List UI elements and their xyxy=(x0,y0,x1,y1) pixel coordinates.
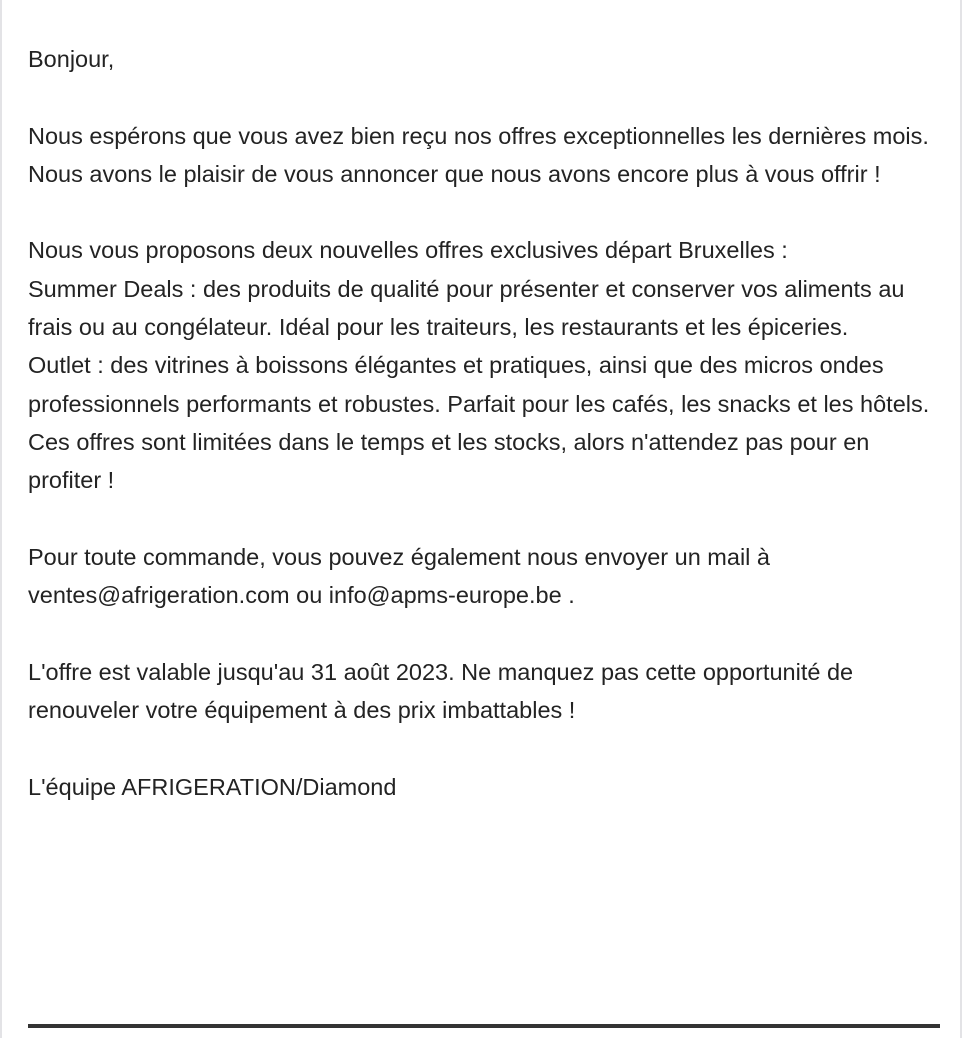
email-body xyxy=(28,40,940,806)
paragraph-spacer xyxy=(28,614,940,652)
paragraph-spacer xyxy=(28,729,940,767)
footer-divider xyxy=(28,1024,940,1028)
outlet-text: Outlet : des vitrines à boissons élégantes et pratiques, ainsi que des micros ondes professionnels performants et robustes. Parfait pour les cafés, les snacks et les hôtels. xyxy=(28,352,930,417)
offers-intro-text: Nous vous proposons deux nouvelles offres exclusives départ Bruxelles : xyxy=(28,237,788,264)
paragraph-spacer xyxy=(28,500,940,538)
signature-text: L'équipe AFRIGERATION/Diamond xyxy=(28,773,397,800)
paragraph-spacer xyxy=(28,78,940,116)
validity-paragraph: L'offre est valable jusqu'au 31 août 2023. Ne manquez pas cette opportunité de renouveler votre équipement à des prix imbattables ! xyxy=(28,658,854,724)
order-text: Pour toute commande, vous pouvez également nous envoyer un mail à xyxy=(28,543,770,570)
greeting-text: Bonjour, xyxy=(28,46,115,72)
info-email-address[interactable]: info@apms-europe.be xyxy=(328,582,562,609)
paragraph-spacer xyxy=(28,193,940,231)
intro-paragraph: Nous espérons que vous avez bien reçu nos offres exceptionnelles les dernières mois. Nous avons le plaisir de vous annoncer que nous avons encore plus à vous offrir ! xyxy=(28,122,929,187)
sales-email-address[interactable]: ventes@afrigeration.com xyxy=(28,582,290,609)
or-text: ou xyxy=(289,582,329,609)
order-end-text: . xyxy=(561,582,575,609)
limited-offer-text: Ces offres sont limitées dans le temps et les stocks, alors n'attendez pas pour en profiter ! xyxy=(28,428,870,494)
summer-deals-text: Summer Deals : des produits de qualité pour présenter et conserver vos aliments au frais ou au congélateur. Idéal pour les traiteurs, les restaurants et les épiceries. xyxy=(28,275,905,341)
order-paragraph xyxy=(28,538,940,615)
